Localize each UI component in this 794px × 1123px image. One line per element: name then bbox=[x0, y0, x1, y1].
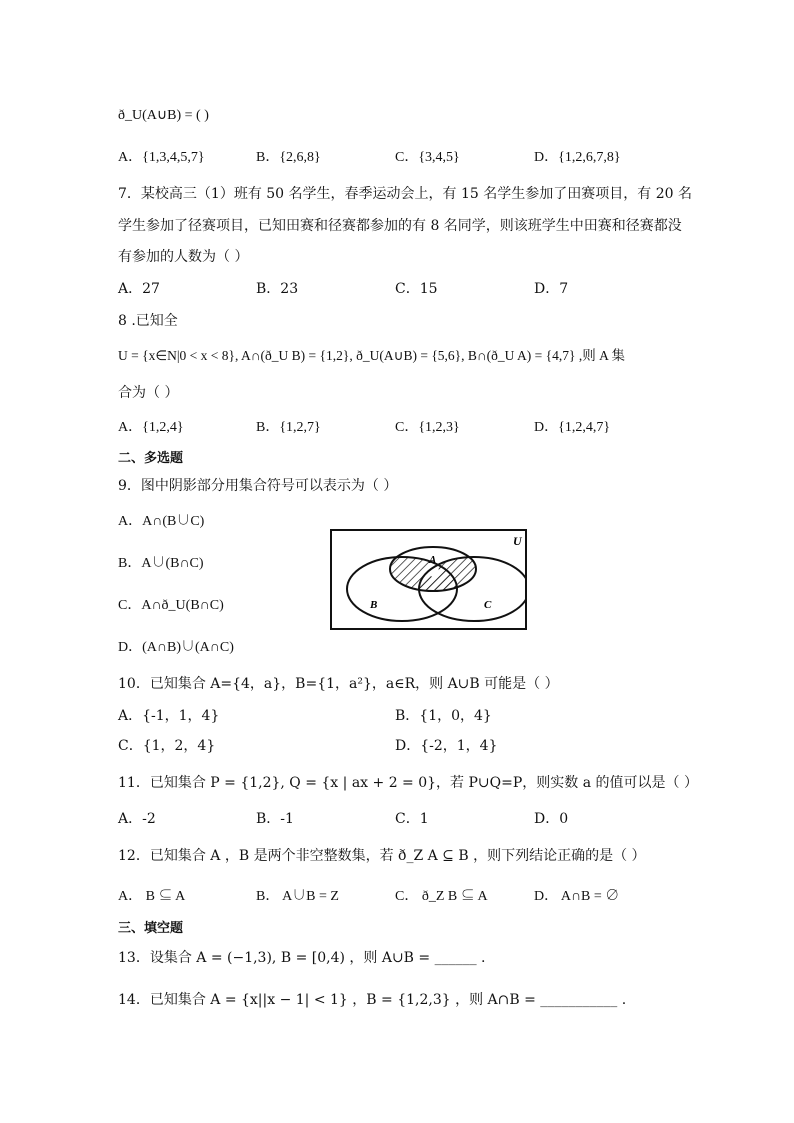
q7-option-b: B．23 bbox=[256, 281, 299, 297]
venn-label-u: U bbox=[513, 534, 522, 548]
q10-option-a: A．{-1，1，4} bbox=[118, 708, 220, 724]
q12-option-c: C． ð_Z B ⊆ A bbox=[395, 889, 488, 904]
section-multiple-choice-heading: 二、多选题 bbox=[118, 451, 184, 466]
venn-diagram bbox=[330, 529, 527, 630]
q7-option-c: C．15 bbox=[395, 281, 438, 297]
q6-option-b: B．{2,6,8} bbox=[256, 150, 321, 165]
q9-option-c: C．A∩ð_U(B∩C) bbox=[118, 598, 224, 613]
q6-option-c: C．{3,4,5} bbox=[395, 150, 460, 165]
q6-stem: ð_U(A∪B) = ( ) bbox=[118, 108, 209, 123]
q10-option-c: C．{1，2，4} bbox=[118, 738, 216, 754]
q7-line-1: 7．某校高三（1）班有 50 名学生，春季运动会上，有 15 名学生参加了田赛项目，有 20 名 bbox=[118, 186, 692, 202]
q13-stem: 13．设集合 A = (−1,3), B = [0,4) ，则 A∪B = ______ . bbox=[118, 950, 486, 966]
venn-label-a: A bbox=[429, 554, 437, 566]
q12-option-a: A． B ⊆ A bbox=[118, 889, 186, 904]
q7-line-3: 有参加的人数为（ ） bbox=[118, 249, 249, 265]
q7-option-a: A．27 bbox=[118, 281, 160, 297]
q12-option-b: B． A∪B = Z bbox=[256, 889, 339, 904]
q10-stem: 10．已知集合 A={4，a}，B={1，a²}，a∈R，则 A∪B 可能是（ ） bbox=[118, 676, 559, 692]
q11-option-b: B．-1 bbox=[256, 811, 294, 827]
q6-option-a: A．{1,3,4,5,7} bbox=[118, 150, 205, 165]
venn-svg bbox=[332, 531, 525, 628]
q8-option-d: D．{1,2,4,7} bbox=[534, 420, 611, 435]
q9-option-b: B．A∪(B∩C) bbox=[118, 556, 204, 571]
venn-label-b: B bbox=[370, 599, 378, 611]
q8-option-c: C．{1,2,3} bbox=[395, 420, 460, 435]
q12-stem: 12．已知集合 A ，B 是两个非空整数集，若 ð_Z A ⊆ B ，则下列结论正确的是（ ） bbox=[118, 848, 646, 864]
q6-option-d: D．{1,2,6,7,8} bbox=[534, 150, 621, 165]
q9-stem: 9．图中阴影部分用集合符号可以表示为（ ） bbox=[118, 478, 398, 494]
q8-line-2: U = {x∈N|0 < x < 8}, A∩(ð_U B) = {1,2}, ð_U(A∪B) = {5,6}, B∩(ð_U A) = {4,7} ,则 A 集 bbox=[118, 348, 625, 363]
q11-option-d: D．0 bbox=[534, 811, 569, 827]
q7-line-2: 学生参加了径赛项目，已知田赛和径赛都参加的有 8 名同学，则该班学生中田赛和径赛都没 bbox=[118, 218, 682, 234]
q12-option-d: D． A∩B = ∅ bbox=[534, 889, 620, 904]
q9-option-d: D．(A∩B)∪(A∩C) bbox=[118, 640, 234, 655]
q11-option-a: A．-2 bbox=[118, 811, 156, 827]
q14-stem: 14．已知集合 A = {x||x − 1| < 1} ，B = {1,2,3} ，则 A∩B = ___________ . bbox=[118, 992, 627, 1008]
q8-option-a: A．{1,2,4} bbox=[118, 420, 184, 435]
q8-line-1: 8 .已知全 bbox=[118, 313, 178, 329]
venn-label-c: C bbox=[484, 599, 492, 611]
q11-option-c: C．1 bbox=[395, 811, 429, 827]
q8-option-b: B．{1,2,7} bbox=[256, 420, 321, 435]
q7-option-d: D．7 bbox=[534, 281, 569, 297]
q9-option-a: A．A∩(B∪C) bbox=[118, 514, 205, 529]
q11-stem: 11．已知集合 P = {1,2}, Q = {x | ax + 2 = 0}，若 P∪Q=P，则实数 a 的值可以是（ ） bbox=[118, 775, 698, 791]
q10-option-d: D．{-2，1，4} bbox=[395, 738, 498, 754]
section-fill-in-heading: 三、填空题 bbox=[118, 921, 184, 936]
q8-line-3: 合为（ ） bbox=[118, 385, 179, 401]
q10-option-b: B．{1，0，4} bbox=[395, 708, 492, 724]
